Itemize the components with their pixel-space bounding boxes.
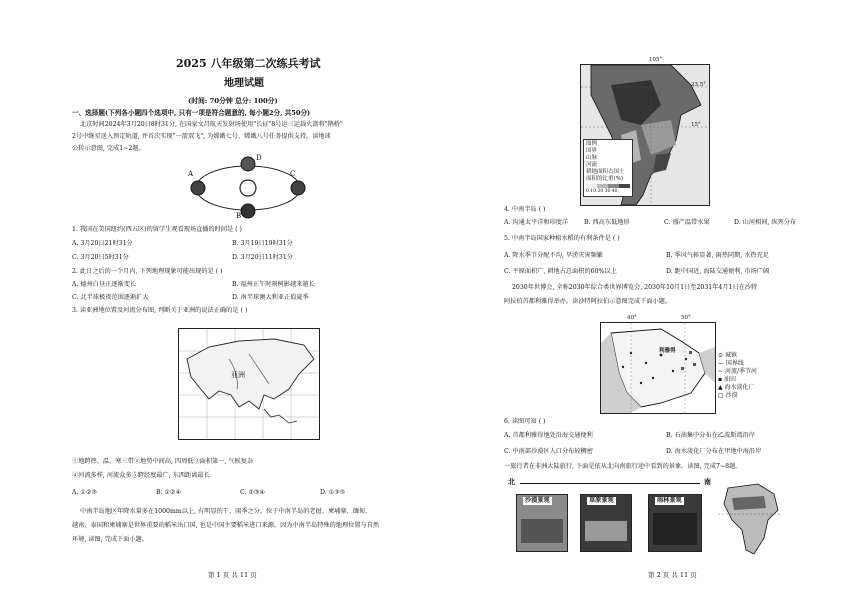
direction-arrow [520, 483, 700, 484]
page-number: 第 2 页 共 11 页 [648, 571, 697, 579]
orbit-label-a: A [188, 170, 194, 178]
north-label: 北 [508, 477, 515, 486]
legend-border: 国界 [586, 148, 598, 154]
q5-option-c: C. 平原面积广, 耕地占总面积的60%以上 [504, 268, 617, 275]
q4-option-d: D. 山河相间, 纵列分布 [734, 219, 797, 226]
asia-map [178, 328, 320, 440]
q3-option-line: ①地跨热、温、寒三带②地势中间高, 四周低③面积第一, 气候复杂 [72, 458, 254, 465]
q6-stem: 6. 读图可知 ( ) [504, 418, 546, 425]
journey-direction [508, 476, 718, 488]
orbit-label-d: D [256, 154, 262, 162]
map1-latitude-tropic: 23.5° [691, 82, 706, 88]
q2-option-d: D. 南半球澳大利亚正值夏季 [232, 294, 309, 301]
q5-stem: 5. 中南半岛国家种植水稻的有利条件是 ( ) [504, 235, 620, 242]
legend-mountain: 山脉 [586, 155, 598, 161]
q6-option-a: A. 首都利雅得地处沿海交通便利 [504, 432, 593, 439]
q5-option-d: D. 距中国近, 海陆交通便利, 市场广阔 [666, 268, 770, 275]
map2-longitude-40: 40° [627, 315, 637, 321]
q6-option-b: B. 石油集中分布在乙波斯湾沿岸 [666, 432, 755, 439]
legend-scale-values: 0 10 20 30 40 [586, 189, 618, 194]
earth-position-c [291, 181, 305, 195]
q4-option-b: B. 西高东低地形 [584, 219, 630, 226]
q2-stem: 2. 此日之后的一个月内, 下列地理现象可能出现的是 ( ) [72, 268, 223, 275]
legend-river: ~ 河流/季节河 [718, 368, 757, 375]
passage-line: 中南半岛地区年降水量多在1000mm以上, 有明显的干、雨季之分。位于中南半岛的老挝、柬埔寨、缅甸、 [80, 508, 372, 515]
q2-option-c: C. 北半球极夜范围逐渐扩大 [72, 294, 149, 301]
legend-desalination: ▲ 海水淡化厂 [718, 384, 755, 391]
map1-longitude: 105° [649, 57, 663, 63]
africa-map [718, 480, 782, 558]
q5-option-a: A. 降水季节分配不均, 旱涝灾害频繁 [504, 252, 603, 259]
q1-stem: 1. 我国在美国纽约(西五区)的留学生观看现场直播的时间是 ( ) [72, 226, 242, 233]
earth-position-d [241, 157, 255, 171]
passage-line: 越南、泰国和柬埔寨是世界重要的稻米出口国, 也是中国主要稻米进口来源。因为中南半岛特殊的地理位置与自然 [72, 522, 380, 529]
legend-desert: □ 沙漠 [718, 392, 738, 399]
map2-legend [718, 352, 757, 400]
q3-stem: 3. 读亚洲地位置及河流分布图, 判断关于亚洲的说法正确的是 ( ) [72, 307, 248, 314]
sun-icon [240, 180, 256, 196]
legend-city: ⊙ 城镇 [718, 352, 737, 359]
intro-line: 2号中继星送入预定轨道, 并首次实现"一箭双飞", 为嫦娥七号、嫦娥八号任务提供支持。读地球 [72, 133, 331, 140]
expo-line: 阿拉伯首都利雅得举办。读沙特阿拉伯示意图完成下面小题。 [504, 298, 672, 305]
q1-option-b: B. 3月19日19时31分 [232, 240, 293, 247]
page-number: 第 1 页 共 11 页 [208, 571, 257, 579]
q6-option-d: D. 海水淡化厂分布在甲地中海沿岸 [666, 448, 762, 455]
q3-choice-d: D. ①③⑤ [320, 489, 346, 496]
map-label-asia: 亚洲 [231, 371, 245, 379]
legend-farmland: 耕地面积占国土 [586, 169, 625, 175]
passage-line: 环境, 读图, 完成下面小题。 [72, 536, 148, 543]
q2-option-a: A. 德州白昼正逐渐变长 [72, 281, 137, 288]
map2-city-riyadh: 利雅得 [659, 348, 676, 354]
page-two [430, 0, 860, 608]
scene-grassland: 草原景观 [580, 494, 632, 552]
legend-border-line: — 国界线 [718, 360, 744, 367]
q3-choice-b: B. ①②④ [156, 489, 182, 496]
q1-option-c: C. 3月20日5时31分 [72, 254, 129, 261]
earth-position-a [191, 181, 205, 195]
q3-choice-a: A. ①②③ [72, 489, 98, 496]
africa-intro: 一旅行者在非洲大陆旅行, 下面是依从北向南旅行途中看到的景象。读图, 完成7~8题。 [504, 463, 742, 470]
q2-option-b: B. 福州正午时刻树影越来越长 [232, 281, 315, 288]
q6-option-c: C. 中南部沙漠区人口分布较稠密 [504, 448, 593, 455]
intro-line: 公转示意图, 完成1~2题。 [72, 145, 145, 152]
expo-line: 2030年世博会, 全称2030年综合类世界博览会, 2030年10月1日至2031年4月1日在沙特 [512, 284, 758, 291]
south-label: 南 [704, 477, 711, 486]
section-one-heading: 一、选择题(下列各小题四个选项中, 只有一项是符合题意的, 每小题2分, 共50分) [72, 109, 311, 117]
map1-legend [583, 139, 633, 197]
intro-line: 北京时间2024年3月20日8时31分, 在国家文昌航天发射场使用"长征"8号运三运载火箭将"鹊桥" [80, 121, 343, 128]
indochina-map [580, 57, 710, 206]
map2-longitude-50: 50° [681, 315, 691, 321]
scene-desert: 沙漠景观 [516, 494, 568, 552]
q1-option-d: D. 3月20日11时31分 [232, 254, 293, 261]
exam-title: 2025 八年级第二次练兵考试 [176, 57, 321, 70]
exam-info: (时间: 70分钟 总分: 100分) [188, 97, 278, 105]
q4-option-c: C. 盛产温带水果 [664, 219, 710, 226]
legend-river: 河流 [586, 162, 598, 168]
map1-latitude-15: 15° [691, 122, 701, 128]
legend-title: 图例 [586, 141, 598, 147]
orbit-label-c: C [290, 170, 296, 178]
scene-rainforest: 雨林景观 [648, 494, 702, 552]
q5-option-b: B. 季风气候显著, 雨热同期, 水热充足 [666, 252, 769, 259]
legend-oilfield: ▪ 油田 [718, 376, 736, 383]
earth-orbit-diagram [186, 152, 310, 220]
orbit-label-b: B [236, 212, 242, 220]
q3-choice-c: C. ②③④ [240, 489, 266, 496]
q3-option-line: ④河流多样, 河流众多⑤跨经度最广, 东西距离最长 [72, 472, 210, 479]
saudi-arabia-map [600, 315, 716, 414]
q4-stem: 4. 中南半岛 ( ) [504, 206, 546, 213]
earth-position-b [241, 204, 255, 218]
subject-title: 地理试题 [224, 78, 264, 89]
q1-option-a: A. 3月20日21时31分 [72, 240, 133, 247]
q4-option-a: A. 沟通太平洋和印度洋 [504, 219, 569, 226]
legend-farmland-unit: 面积的比重(%) [586, 176, 624, 182]
